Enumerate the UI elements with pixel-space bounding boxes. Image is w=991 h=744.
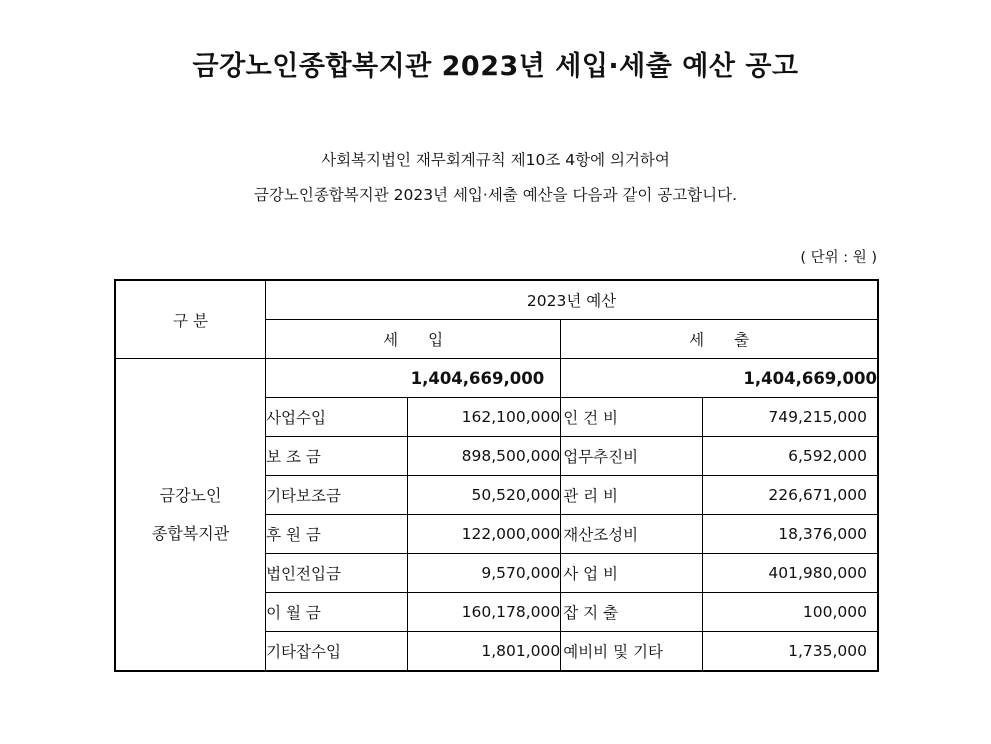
expense-item-label: 관 리 비 [561,476,703,515]
expense-item-amount: 1,735,000 [702,632,878,672]
expense-item-amount: 401,980,000 [702,554,878,593]
expense-item-label: 재산조성비 [561,515,703,554]
expense-item-label: 사 업 비 [561,554,703,593]
revenue-item-amount: 50,520,000 [407,476,561,515]
expense-header [561,320,878,359]
org-name-line-2: 종합복지관 [151,523,230,543]
expense-item-label: 인 건 비 [561,398,703,437]
revenue-total: 1,404,669,000 [266,359,561,398]
expense-item-label: 예비비 및 기타 [561,632,703,672]
year-header: 2023년 예산 [266,280,878,320]
unit-label: ( 단위 : 원 ) [800,250,877,266]
revenue-item-amount: 122,000,000 [407,515,561,554]
revenue-item-label: 기타보조금 [266,476,408,515]
revenue-item-amount: 9,570,000 [407,554,561,593]
category-header: 구 분 [115,280,266,359]
expense-total: 1,404,669,000 [561,359,878,398]
expense-item-amount: 6,592,000 [702,437,878,476]
expense-item-amount: 226,671,000 [702,476,878,515]
budget-table [114,279,879,672]
revenue-item-label: 후 원 금 [266,515,408,554]
revenue-header-label: 세입 [383,331,474,349]
org-name-line-1: 금강노인 [159,485,222,505]
revenue-item-label: 사업수입 [266,398,408,437]
expense-item-amount: 100,000 [702,593,878,632]
revenue-item-label: 법인전입금 [266,554,408,593]
revenue-item-amount: 898,500,000 [407,437,561,476]
revenue-item-label: 이 월 금 [266,593,408,632]
org-name [115,359,266,672]
revenue-header [266,320,561,359]
expense-item-label: 업무추진비 [561,437,703,476]
expense-header-label: 세출 [689,331,780,349]
revenue-item-amount: 1,801,000 [407,632,561,672]
expense-item-label: 잡 지 출 [561,593,703,632]
revenue-item-label: 기타잡수입 [266,632,408,672]
header-row-year [115,280,878,320]
total-row [115,359,878,398]
intro-line-1: 사회복지법인 재무회계규칙 제10조 4항에 의거하여 [321,151,670,169]
revenue-item-amount: 160,178,000 [407,593,561,632]
page-title: 금강노인종합복지관 2023년 세입·세출 예산 공고 [192,51,799,82]
intro-line-2: 금강노인종합복지관 2023년 세입·세출 예산을 다음과 같이 공고합니다. [253,186,738,204]
revenue-item-label: 보 조 금 [266,437,408,476]
revenue-item-amount: 162,100,000 [407,398,561,437]
expense-item-amount: 18,376,000 [702,515,878,554]
expense-item-amount: 749,215,000 [702,398,878,437]
